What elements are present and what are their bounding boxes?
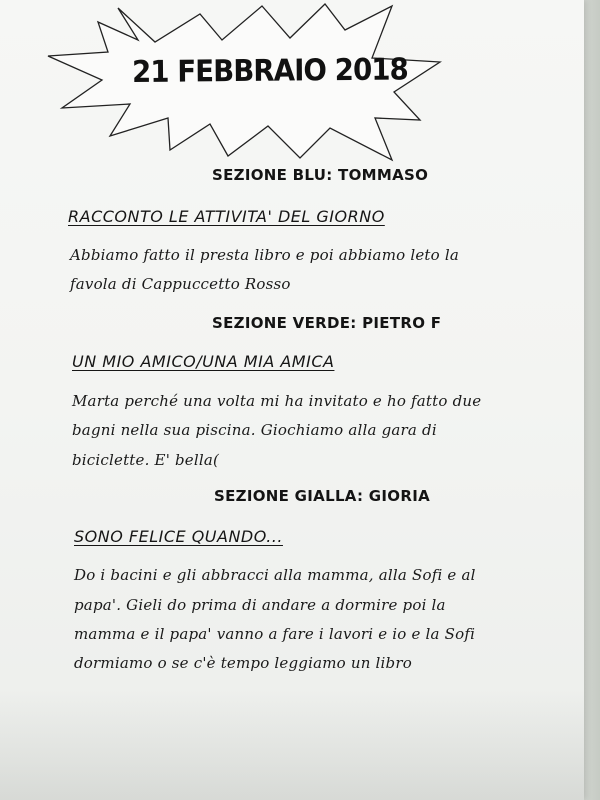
section-title-friend: UN MIO AMICO/UNA MIA AMICA: [72, 352, 335, 371]
body-line: bagni nella sua piscina. Giochiamo alla gara di: [72, 421, 437, 439]
section-heading-green: SEZIONE VERDE: PIETRO F: [212, 314, 442, 332]
section-heading-yellow: SEZIONE GIALLA: GIORIA: [214, 487, 430, 505]
date-title: 21 FEBBRAIO 2018: [131, 52, 408, 90]
section-heading-blue: SEZIONE BLU: TOMMASO: [212, 166, 429, 184]
body-line: dormiamo o se c'è tempo leggiamo un libro: [74, 654, 412, 672]
body-line: Marta perché una volta mi ha invitato e ho fatto due: [72, 392, 482, 410]
paper-shadow: [0, 690, 584, 800]
section-title-happy: SONO FELICE QUANDO...: [74, 527, 283, 546]
body-line: Abbiamo fatto il presta libro e poi abbiamo leto la: [70, 246, 459, 264]
body-line: biciclette. E' bella(: [72, 451, 220, 469]
section-title-activities: RACCONTO LE ATTIVITA' DEL GIORNO: [68, 207, 385, 226]
body-line: Do i bacini e gli abbracci alla mamma, alla Sofi e al: [74, 566, 476, 584]
body-line: favola di Cappuccetto Rosso: [70, 275, 291, 293]
body-line: papa'. Gieli do prima di andare a dormire poi la: [74, 596, 446, 614]
body-line: mamma e il papa' vanno a fare i lavori e io e la Sofi: [74, 625, 476, 643]
